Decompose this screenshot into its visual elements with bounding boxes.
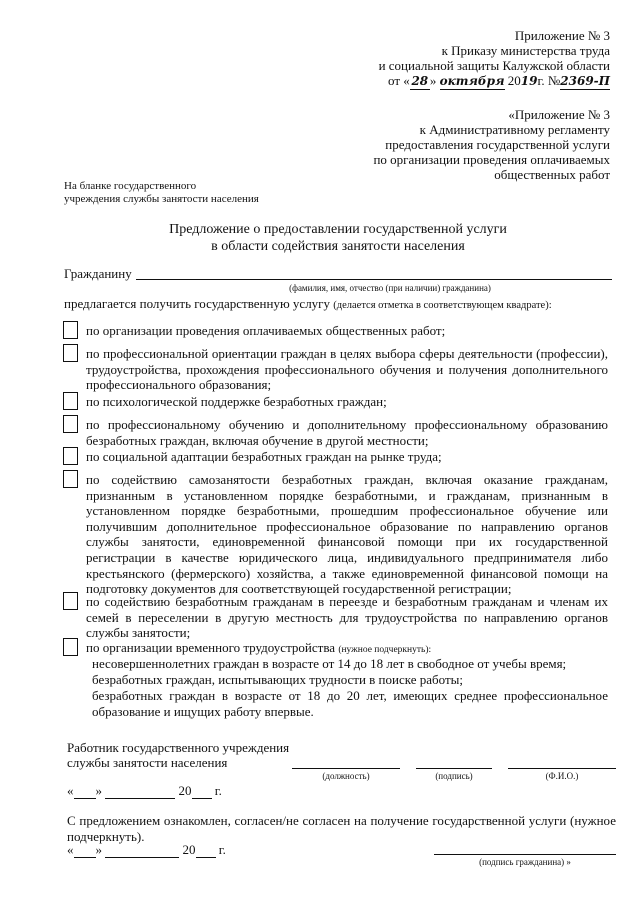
offer-note: (делается отметка в соответствующем квадрате): — [333, 300, 552, 311]
citizen-date-day-field[interactable] — [74, 842, 96, 858]
title-line-2: в области содействия занятости населения — [211, 239, 465, 254]
option-checkbox-temporary-employment[interactable] — [63, 638, 78, 656]
reglament-block — [310, 107, 610, 182]
temporary-subitem[interactable]: несовершеннолетних граждан в возрасте от 14 до 18 лет в свободное от учебы время; — [92, 656, 567, 671]
temporary-subitem[interactable]: безработных граждан, испытывающих трудности в поиске работы; — [92, 672, 463, 687]
date-close-quote: » — [95, 783, 102, 798]
year-suffix: г. — [214, 783, 222, 798]
option-checkbox-relocation[interactable] — [63, 592, 78, 610]
option-professional-training: по профессиональному обучению и дополнительному профессиональному образованию безработных граждан, включая обучение в другой местности; — [86, 417, 608, 448]
position-field[interactable] — [292, 768, 400, 769]
citizen-date-month-field[interactable] — [105, 842, 179, 858]
citizen-caption: (фамилия, имя, отчество (при наличии) гражданина) — [289, 283, 491, 293]
worker-line: Работник государственного учреждения — [67, 740, 290, 755]
date-year: 19 — [520, 74, 538, 88]
citizen-signature-caption: (подпись гражданина) » — [479, 857, 571, 867]
reglament-line: предоставления государственной услуги — [385, 137, 610, 152]
option-psychological-support: по психологической поддержке безработных граждан; — [86, 394, 387, 409]
order-date-line — [310, 73, 610, 90]
option-checkbox-public-works[interactable] — [63, 321, 78, 339]
option-relocation: по содействию безработным гражданам в переезде и безработным гражданам и членам их семей в переселении в другую местность для трудоустройства по направлению органов службы занятости; — [86, 594, 608, 641]
citizen-date-year-field[interactable] — [196, 842, 216, 858]
letterhead-line: На бланке государственного — [64, 180, 197, 192]
acknowledgement-text: С предложением ознакомлен, согласен/не согласен на получение государственной услуги (нужное подчеркнуть). — [67, 813, 616, 844]
offer-text: предлагается получить государственную услугу — [64, 296, 331, 311]
appendix-line: и социальной защиты Калужской области — [378, 58, 610, 73]
citizen-label: Гражданину — [64, 266, 132, 281]
worker-date — [67, 783, 222, 799]
option-checkbox-career-guidance[interactable] — [63, 344, 78, 362]
worker-date-day-field[interactable] — [74, 783, 96, 799]
date-close-quote: » — [95, 842, 102, 857]
reglament-line: общественных работ — [494, 167, 610, 182]
worker-line: службы занятости населения — [67, 755, 228, 770]
year-suffix: г. — [218, 842, 226, 857]
citizen-name-field[interactable] — [136, 279, 612, 280]
temporary-employment-note: (нужное подчеркнуть): — [338, 645, 432, 655]
worker-date-month-field[interactable] — [105, 783, 175, 799]
option-self-employment: по содействию самозанятости безработных граждан, включая оказание гражданам, признанным в установленном порядке безработными, и гражданам, признанным в установленном порядке безработными, прошедшим профессиональное обучение или получившим дополнительное профессиональное образование по направлению органов службы занятости, единовременной финансовой помощи при их государственной регистрации в качестве юридического лица, индивидуального предпринимателя либо крестьянского (фермерского) хозяйства, а также единовременной финансовой помощи на подготовку документов для соответствующей государственной регистрации; — [86, 472, 608, 597]
reglament-line: «Приложение № 3 — [508, 107, 610, 122]
temporary-employment-text: по организации временного трудоустройства — [86, 640, 336, 655]
option-checkbox-psychological-support[interactable] — [63, 392, 78, 410]
temporary-subitem[interactable]: безработных граждан в возрасте от 18 до 20 лет, имеющих среднее профессиональное образование и ищущих работу впервые. — [92, 688, 608, 719]
appendix-header — [310, 28, 610, 90]
date-year-suffix: г. № — [537, 73, 561, 88]
year-prefix: 20 — [178, 783, 192, 798]
order-number: 2369-П — [560, 74, 610, 88]
offer-line — [64, 296, 624, 313]
worker-date-year-field[interactable] — [192, 783, 212, 799]
date-open-quote: « — [67, 783, 74, 798]
worker-title — [67, 740, 327, 770]
option-social-adaptation: по социальной адаптации безработных граждан на рынке труда; — [86, 449, 442, 464]
document-title — [60, 221, 616, 255]
option-public-works: по организации проведения оплачиваемых общественных работ; — [86, 323, 446, 338]
worker-signature-field[interactable] — [416, 768, 492, 769]
date-mid: » — [429, 73, 437, 88]
letterhead-line: учреждения службы занятости населения — [64, 193, 259, 205]
citizen-date — [67, 842, 226, 858]
reglament-line: по организации проведения оплачиваемых — [373, 152, 610, 167]
citizen-signature-field[interactable] — [434, 854, 616, 855]
option-checkbox-social-adaptation[interactable] — [63, 447, 78, 465]
signature-caption: (подпись) — [435, 771, 473, 781]
year-prefix: 20 — [182, 842, 196, 857]
date-day: 28 — [411, 74, 429, 88]
reglament-line: к Административному регламенту — [419, 122, 610, 137]
date-open-quote: « — [67, 842, 74, 857]
appendix-line: Приложение № 3 — [514, 28, 610, 43]
letterhead-note — [64, 180, 324, 206]
date-month: октября — [439, 74, 505, 88]
worker-name-field[interactable] — [508, 768, 616, 769]
date-year-prefix: 20 — [507, 73, 521, 88]
option-checkbox-self-employment[interactable] — [63, 470, 78, 488]
title-line-1: Предложение о предоставлении государственной услуги — [169, 222, 507, 237]
option-checkbox-professional-training[interactable] — [63, 415, 78, 433]
position-caption: (должность) — [322, 771, 370, 781]
date-prefix: от « — [388, 73, 410, 88]
option-career-guidance: по профессиональной ориентации граждан в целях выбора сферы деятельности (профессии), трудоустройства, прохождения профессионального обучения и получения дополнительного профессионального образования; — [86, 346, 608, 393]
name-caption: (Ф.И.О.) — [545, 771, 579, 781]
appendix-line: к Приказу министерства труда — [441, 43, 610, 58]
